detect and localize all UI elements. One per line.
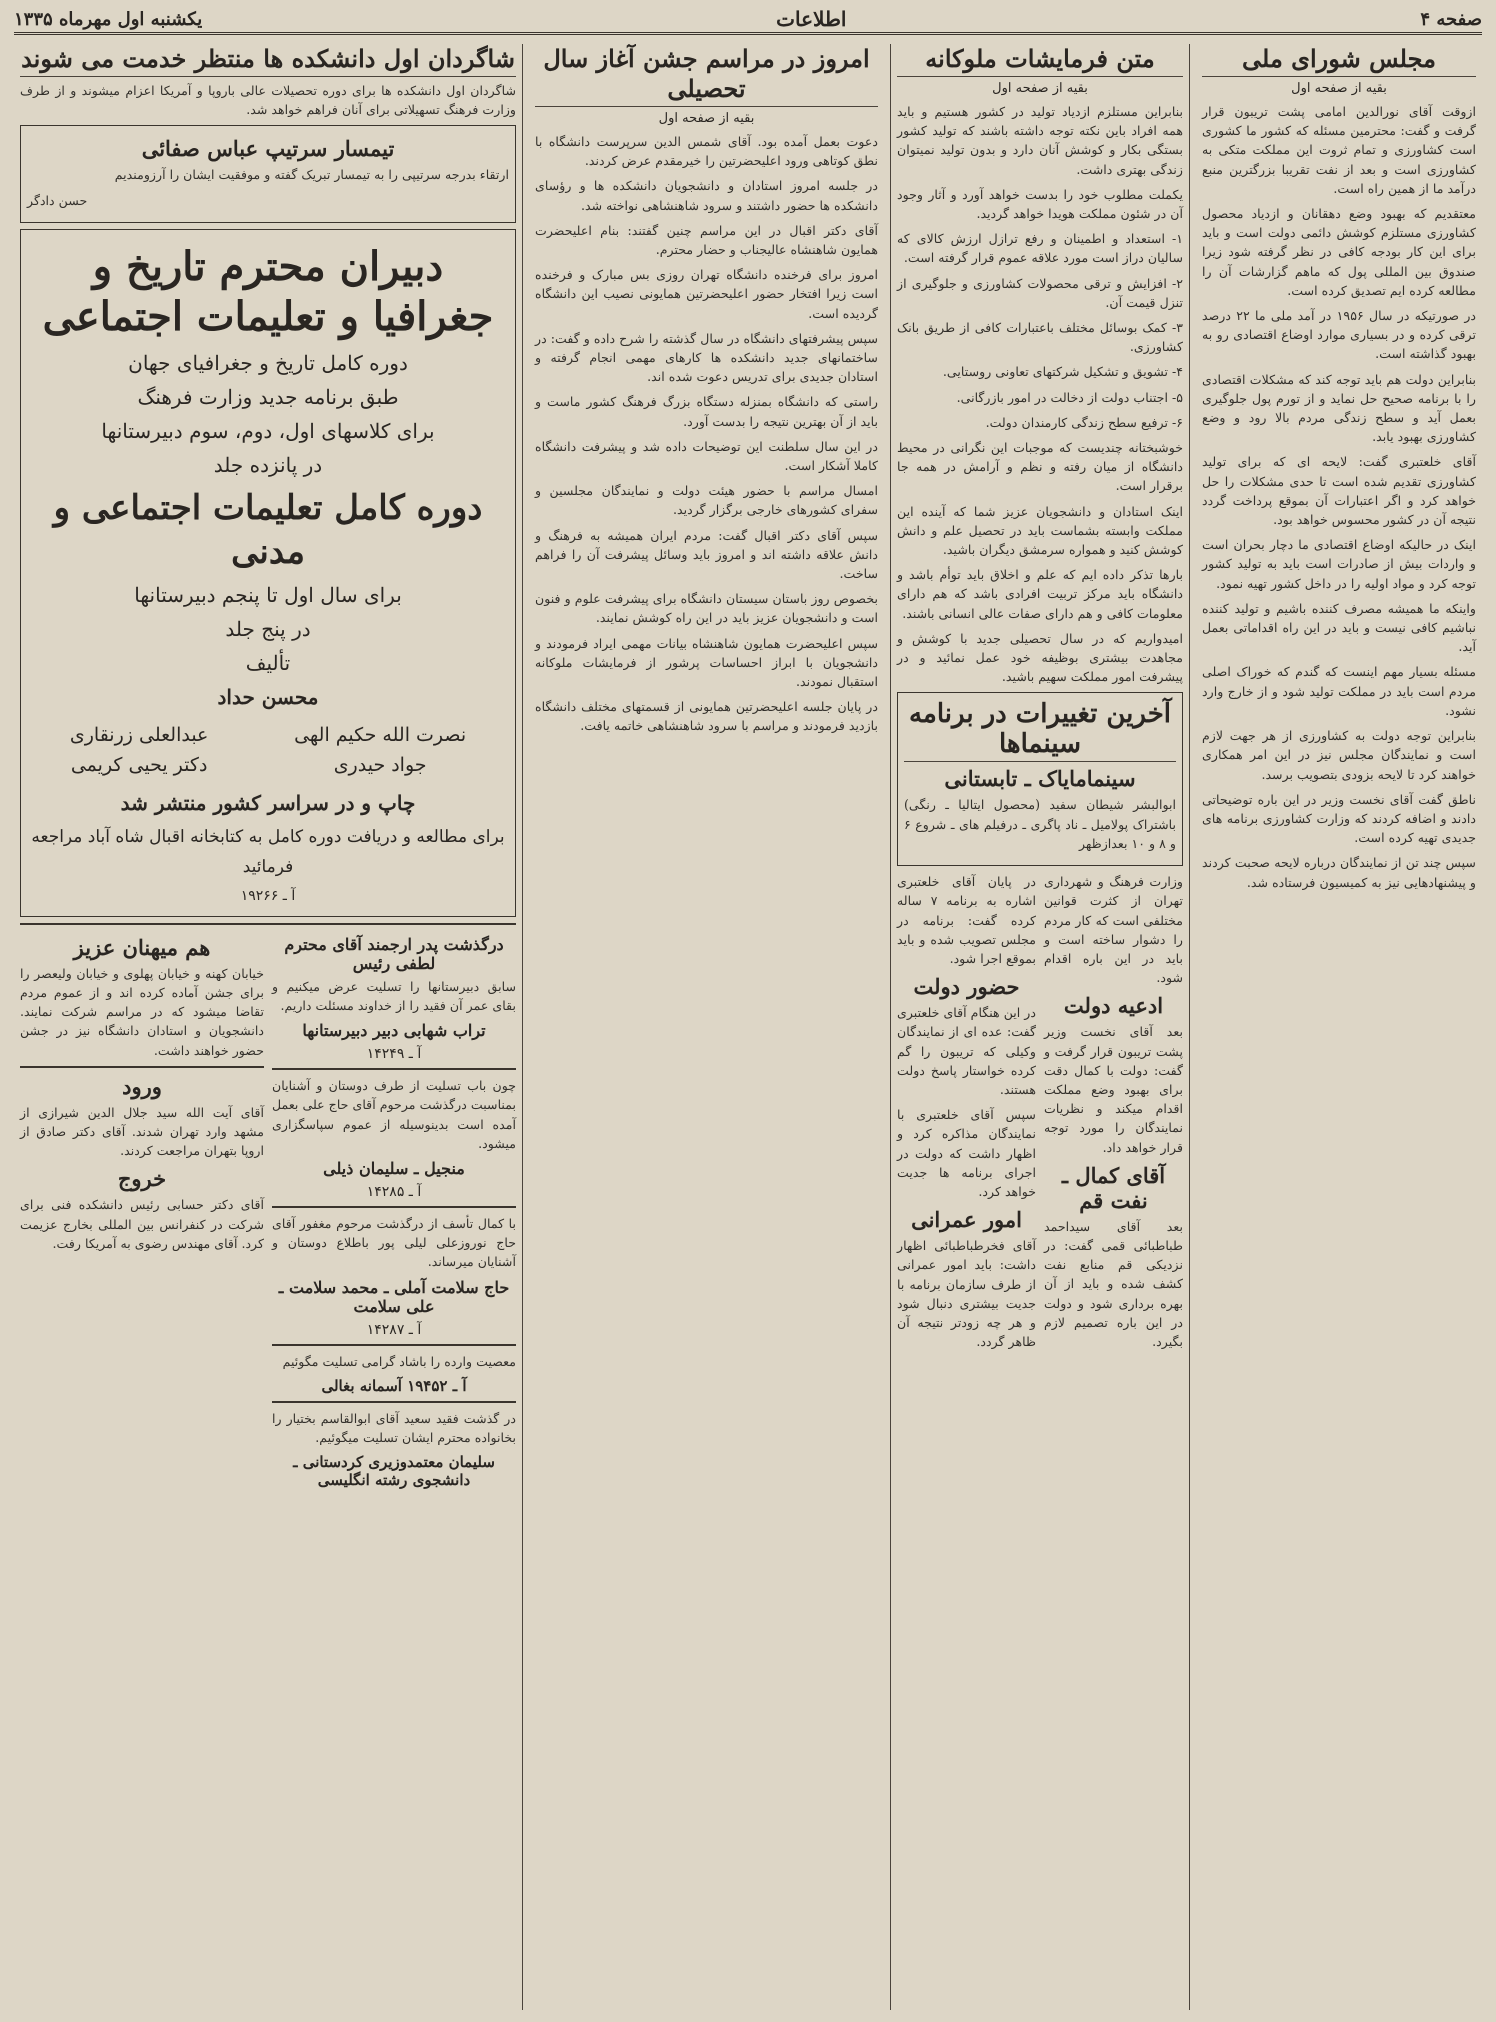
- continuation-paragraph: بعد آقای نخست وزیر پشت تریبون قرار گرفت و گفت: دولت با کمال دقت برای بهبود وضع مملکت اقدام میکند و نظریات نمایندگان را مورد توجه قرار خواهد داد.: [1044, 1024, 1183, 1155]
- book-ad-line: برای سال اول تا پنجم دبیرستانها: [134, 582, 402, 607]
- majles-paragraph: سپس چند تن از نمایندگان درباره لایحه صحبت کردند و پیشنهادهایی نیز به کمیسیون فرستاده شد.: [1202, 855, 1476, 890]
- majles-paragraph: واینکه ما همیشه مصرف کننده باشیم و تولید کننده نباشیم کافی نیست و باید در این راه اقداماتی بعمل آید.: [1202, 600, 1476, 655]
- cinema-name: سینمامایاک ـ تابستانی: [944, 766, 1136, 792]
- guests-title: هم میهنان عزیز: [73, 934, 211, 960]
- divider: [272, 1068, 516, 1070]
- condolence-signature: حاج سلامت آملی ـ محمد سلامت ـ علی سلامت: [278, 1277, 510, 1316]
- condolence-text: با کمال تأسف از درگذشت مرحوم مغفور آقای حاج نوروزعلی لیلی پور باطلاع دوستان و آشنایان میرساند.: [272, 1216, 516, 1270]
- book-advertisement: [20, 229, 516, 917]
- majles-paragraph: در صورتیکه در سال ۱۹۵۶ در آمد ملی ما ۲۲ درصد ترقی کرده و در بسیاری موارد اوضاع اقتصادی رو به بهبود گذاشته است.: [1202, 308, 1477, 362]
- page-number: صفحه ۴: [1420, 8, 1482, 30]
- ad-code: آ ـ ۱۴۲۴۹: [366, 1046, 422, 1063]
- university-paragraph: آقای دکتر اقبال در این مراسم چنین گفتند: بنام اعلیحضرت همایون شاهنشاه عالیجناب و حضار محترم.: [535, 222, 878, 258]
- notices-area: [20, 931, 516, 1493]
- majles-paragraph: معتقدیم که بهبود وضع دهقانان و ازدیاد محصول کشاورزی مستلزم کوشش دائمی دولت است و باید برای این کار بودجه کافی در نظر گرفته شود زیرا صندوق بین المللی پول که ماهم گزارشات آن را مطالعه کرده ایم تصدیق کرده است.: [1202, 206, 1476, 298]
- university-subtitle: بقیه از صفحه اول: [658, 111, 755, 126]
- university-paragraph: در این سال سلطنت این توضیحات داده شد و پیشرفت دانشگاه کاملا آشکار است.: [535, 438, 878, 474]
- continuation-paragraph: سپس آقای خلعتبری با نمایندگان مذاکره کرد و اظهار داشت که دولت در اجرای برنامه ها جدیت خواهد کرد.: [897, 1107, 1036, 1199]
- majles-paragraph: آقای خلعتبری گفت: لایحه ای که برای تولید کشاورزی تقدیم شده است تا حدی مشکلات را حل خواهد کرد و اگر اعتبارات آن بموقع پرداخت گردد نتیجه آن در کشور محسوس خواهد بود.: [1202, 454, 1476, 528]
- royal-speech-paragraph: بارها تذکر داده ایم که علم و اخلاق باید توأم باشد و دانشگاه باید مرکز تربیت افرادی باشد که هم دارای معلومات کافی و هم دارای صفات عالی انسانی باشند.: [897, 567, 1183, 621]
- royal-speech-subtitle: بقیه از صفحه اول: [992, 81, 1088, 96]
- university-paragraph: بخصوص روز باستان سیستان دانشگاه برای پیشرفت علوم و فنون است و دانشجویان عزیز باید در این راه کوشش نمایند.: [535, 591, 878, 626]
- royal-speech-paragraph: ۶- ترفیع سطح زندگی کارمندان دولت.: [985, 414, 1183, 430]
- university-paragraph: در جلسه امروز استادان و دانشجویان دانشکده ها و رؤسای دانشکده ها حضور داشتند و سرود شاهنشاهی نواخته شد.: [535, 178, 878, 213]
- royal-speech-paragraph: یکملت مطلوب خود را بدست خواهد آورد و آثار وجود آن در شئون مملکت هویدا خواهد گردید.: [897, 186, 1183, 222]
- majles-paragraph: ناطق گفت آقای نخست وزیر در این باره توضیحاتی دادند و اضافه کردند که وزارت کشاورزی برنامه های جدیدی تهیه کرده است.: [1202, 791, 1476, 846]
- condolence-signature: تراب شهابی دبیر دبیرستانها: [302, 1021, 486, 1041]
- condolence-text: سابق دبیرستانها را تسلیت عرض میکنیم و بقای عمر آن فقید را از خداوند مسئلت داریم.: [272, 978, 516, 1014]
- royal-speech-paragraph: ۴- تشویق و تشکیل شرکتهای تعاونی روستایی.: [942, 364, 1183, 380]
- divider: [20, 923, 516, 925]
- university-paragraph: سپس اعلیحضرت همایون شاهنشاه بیانات مهمی ایراد فرمودند و دانشجویان با ابراز احساسات پرشور از فرمایشات ملوکانه استقبال نمودند.: [535, 635, 878, 690]
- royal-speech-paragraph: بنابراین مستلزم ازدیاد تولید در کشور هستیم و باید همه افراد باین نکته توجه داشته باشند که تولید کشور بستگی بکار و کوشش آنان دارد و بدون تولید نمیتوان زندگی بهتری داشت.: [897, 104, 1183, 177]
- university-paragraph: در پایان جلسه اعلیحضرتین همایونی از قسمتهای مختلف دانشگاه بازدید فرمودند و مراسم با سرود شاهنشاهی خاتمه یافت.: [535, 699, 878, 734]
- ad-code: آ ـ ۱۹۲۶۶: [240, 887, 296, 904]
- promotion-notice: [20, 125, 516, 222]
- book-ad-footer: برای مطالعه و دریافت دوره کامل به کتابخانه اقبال شاه آباد مراجعه فرمائید: [31, 826, 505, 877]
- notice-signature: آ ـ ۱۹۴۵۲ آسمانه بغالی: [321, 1376, 467, 1395]
- notice-text: معصیت وارده را باشاد گرامی تسلیت مگوئیم: [282, 1353, 516, 1369]
- condolence-text: چون باب تسلیت از طرف دوستان و آشنایان بمناسبت درگذشت مرحوم آقای حاج علی بعمل آمده است بدینوسیله از عموم سپاسگزاری میشود.: [272, 1078, 516, 1151]
- section-heading: آقای کمال ـ نفت قم: [1061, 1162, 1166, 1213]
- royal-speech-paragraph: ۱- استعداد و اطمینان و رفع ترازل ارزش کالای که سالیان دراز است مورد علاقه عموم قرار گرفته است.: [897, 231, 1183, 266]
- royal-speech-paragraph: امیدواریم که در سال تحصیلی جدید با کوشش و مجاهدت بیشتری بوظیفه خود عمل نمائید و در پیشرفت امور مملکت سهیم باشید.: [897, 630, 1183, 685]
- book-ad-authors-label: تألیف: [245, 650, 291, 675]
- continuation-paragraph: آقای فخرطباطبائی اظهار داشت: باید امور عمرانی از طرف سازمان برنامه با جدیت بیشتری دنبال شود و هر چه زودتر نتیجه آن ظاهر گردد.: [897, 1238, 1036, 1350]
- top-news-headline: شاگردان اول دانشکده ها منتظر خدمت می شوند: [20, 44, 516, 77]
- notice-signature: حسن دادگر: [27, 192, 88, 208]
- column-royal-speech: [890, 44, 1190, 2010]
- cinema-box: [897, 692, 1183, 866]
- divider: [272, 1344, 516, 1346]
- newspaper-name: اطلاعات: [776, 7, 847, 31]
- condolence-signature: سلیمان معتمدوزیری کردستانی ـ دانشجوی رشته انگلیسی: [293, 1453, 495, 1490]
- condolence-title: درگذشت پدر ارجمند آقای محترم لطفی رئیس: [284, 934, 504, 973]
- issue-date: یکشنبه اول مهرماه ۱۳۳۵: [14, 8, 203, 30]
- top-news-text: شاگردان اول دانشکده ها برای دوره تحصیلات عالی باروپا و آمریکا اعزام میشوند و از طرف وزارت فرهنگ تسهیلاتی برای آنان فراهم خواهد شد.: [20, 83, 516, 118]
- university-paragraph: سپس پیشرفتهای دانشگاه در سال گذشته را شرح داده و گفت: در ساختمانهای جدید دانشکده ها کارهای مهمی انجام گرفته و استادان جدیدی برای تدریس دعوت شده اند.: [535, 330, 878, 385]
- university-headline: امروز در مراسم جشن آغاز سال تحصیلی: [535, 44, 878, 107]
- arrivals-title: ورود: [122, 1073, 162, 1099]
- book-ad-line: برای کلاسهای اول، دوم، سوم دبیرستانها: [101, 418, 435, 443]
- column-university: [529, 44, 884, 2010]
- continuation-paragraph: وزارت فرهنگ و شهرداری تهران از کثرت قوانین مختلفی است که کار مردم را دشوار ساخته است و باید در این باره اقدام شود.: [1044, 874, 1183, 986]
- cinema-headline: آخرین تغییرات در برنامه سینماها: [904, 699, 1176, 762]
- author-name: دکتر یحیی کریمی: [70, 753, 208, 776]
- section-heading: امور عمرانی: [911, 1207, 1022, 1233]
- author-name: نصرت الله حکیم الهی: [294, 723, 467, 746]
- majles-paragraph: اینک در حالیکه اوضاع اقتصادی ما دچار بحران است و واردات بیش از صادرات است باید به تولید کشور توجه کرد و مواد اولیه را در داخل کشور تهیه نمود.: [1202, 537, 1476, 591]
- guests-text: خیابان کهنه و خیابان پهلوی و خیابان ولیعصر را برای جشن آماده کرده اند و از عموم مردم تقاضا میشود که در مراسم شرکت نمایند. دانشجویان و استادان دانشگاه نیز در جشن حضور خواهند داشت.: [20, 965, 264, 1058]
- royal-speech-paragraph: ۵- اجتناب دولت از دخالت در امور بازرگانی.: [956, 389, 1183, 405]
- royal-speech-paragraph: ۲- افزایش و ترقی محصولات کشاورزی و جلوگیری از تنزل قیمت آن.: [897, 275, 1183, 310]
- ad-code: آ ـ ۱۴۲۸۷: [366, 1321, 422, 1338]
- masthead: [14, 6, 1482, 35]
- royal-speech-paragraph: خوشبختانه چندیست که موجبات این نگرانی در محیط دانشگاه از میان رفته و نظم و آرامش در همه جا برقرار است.: [897, 440, 1183, 494]
- book-ad-title-2: دوره کامل تعلیمات اجتماعی و مدنی: [53, 487, 483, 572]
- royal-speech-paragraph: ۳- کمک بوسائل مختلف باعتبارات کافی از طریق بانک کشاورزی.: [897, 320, 1183, 355]
- condolence-text: در گذشت فقید سعید آقای ابوالقاسم بختیار را بخانواده محترم ایشان تسلیت میگوئیم.: [272, 1410, 516, 1446]
- condolence-signature: منجیل ـ سلیمان ذیلی: [323, 1159, 465, 1179]
- majles-subtitle: بقیه از صفحه اول: [1291, 81, 1387, 96]
- continuation-columns: [897, 872, 1183, 1357]
- departures-text: آقای دکتر حسابی رئیس دانشکده فنی برای شرکت در کنفرانس بین المللی بخارج عزیمت کرد. آقای مهندس رضوی به آمریکا رفت.: [20, 1197, 264, 1251]
- university-paragraph: امسال مراسم با حضور هیئت دولت و نمایندگان مجلسین و سفرای کشورهای خارجی برگزار گردید.: [535, 483, 878, 518]
- cinema-program: ابوالبشر شیطان سفید (محصول ایتالیا ـ رنگی) باشتراک پولامیل ـ ناد پاگری ـ درفیلم های ـ شروع ۶ و ۸ و ۱۰ بعدازظهر: [904, 797, 1176, 851]
- majles-paragraph: ازوقت آقای نورالدین امامی پشت تریبون قرار گرفت و گفت: محترمین مسئله که کشور ما کشوری است کشاورزی و تمام ثروت این مملکت متکی به کشاورزی است و بعد از نفت تقریبا بزرگترین منبع درآمد ما از همین راه است.: [1202, 104, 1476, 196]
- author-name: عبدالعلی زرنقاری: [69, 723, 209, 746]
- ad-code: آ ـ ۱۴۲۸۵: [366, 1184, 422, 1201]
- departures-title: خروج: [117, 1166, 167, 1192]
- book-ad-title: دبیران محترم تاریخ و جغرافیا و تعلیمات اجتماعی: [42, 242, 494, 340]
- book-ad-line: در پنج جلد: [225, 616, 311, 641]
- book-ad-line: دوره کامل تاریخ و جغرافیای جهان: [128, 350, 408, 375]
- university-paragraph: راستی که دانشگاه بمنزله دستگاه بزرگ فرهنگ کشور ماست و باید از آن بهترین نتیجه را بدست آورد.: [535, 394, 878, 429]
- royal-speech-paragraph: اینک استادان و دانشجویان عزیز شما که آینده این مملکت وابسته بشماست باید در تحصیل علم و دانش کوشش کنید و همواره سرمشق دیگران باشید.: [897, 503, 1183, 558]
- arrivals-text: آقای آیت الله سید جلال الدین شیرازی از مشهد وارد تهران شدند. آقای دکتر صادق از اروپا بتهران مراجعت کردند.: [20, 1104, 264, 1159]
- majles-paragraph: مسئله بسیار مهم اینست که گندم که خوراک اصلی مردم است باید در مملکت تولید شود و از خارج وارد نشود.: [1202, 664, 1476, 718]
- book-ad-author-main: محسن حداد: [217, 684, 319, 709]
- continuation-paragraph: در این هنگام آقای خلعتبری گفت: عده ای از نمایندگان وکیلی که تریبون را گم کرده خواستار پاسخ دولت هستند.: [897, 1005, 1036, 1097]
- royal-speech-headline: متن فرمایشات ملوکانه: [897, 44, 1183, 77]
- majles-headline: مجلس شورای ملی: [1202, 44, 1476, 77]
- continuation-paragraph: بعد آقای سیداحمد طباطبائی قمی گفت: در نزدیکی قم منابع نفت کشف شده و باید از آن بهره برداری شود و دولت در این باره تصمیم لازم بگیرد.: [1044, 1218, 1183, 1349]
- university-paragraph: دعوت بعمل آمده بود. آقای شمس الدین سرپرست دانشگاه با نطق کوتاهی ورود اعلیحضرتین را خیرمقدم عرض کردند.: [535, 134, 878, 169]
- university-paragraph: امروز برای فرخنده دانشگاه تهران روزی بس مبارک و فرخنده است زیرا افتخار حضور اعلیحضرتین همایونی نصیب این دانشگاه گردیده است.: [535, 267, 878, 321]
- column-ads: [14, 44, 523, 2010]
- section-heading: ادعیه دولت: [1063, 993, 1164, 1019]
- majles-paragraph: بنابراین دولت هم باید توجه کند که مشکلات اقتصادی را با برنامه صحیح حل نماید و از تورم پول جلوگیری بعمل آید و سطح زندگی مردم بالا رود و وضع کشاورزی بهبود یابد.: [1202, 371, 1476, 445]
- book-ad-publish: چاپ و در سراسر کشور منتشر شد: [120, 790, 416, 815]
- divider: [272, 1401, 516, 1403]
- divider: [20, 1066, 264, 1068]
- divider: [272, 1206, 516, 1208]
- column-majles: [1196, 44, 1482, 2010]
- continuation-paragraph: در پایان آقای خلعتبری اشاره به برنامه ۷ ساله کرده گفت: برنامه در مجلس تصویب شده و باید بموقع اجرا شود.: [897, 874, 1036, 966]
- book-ad-volumes: در پانزده جلد: [213, 452, 323, 477]
- book-ad-line: طبق برنامه جدید وزارت فرهنگ: [137, 384, 399, 409]
- notice-text: ارتقاء بدرجه سرتیپی را به تیمسار تبریک گفته و موفقیت ایشان را آرزومندیم: [114, 167, 509, 183]
- notice-name: تیمسار سرتیپ عباس صفائی: [141, 136, 395, 162]
- book-ad-authors: [27, 720, 509, 780]
- author-name: جواد حیدری: [333, 753, 427, 776]
- university-paragraph: سپس آقای دکتر اقبال گفت: مردم ایران همیشه به فرهنگ و دانش علاقه داشته اند و امروز باید وسائل پیشرفت آن را فراهم ساخت.: [535, 527, 878, 582]
- section-heading: حضور دولت: [913, 974, 1020, 1000]
- majles-paragraph: بنابراین توجه دولت به کشاورزی از هر جهت لازم است و نمایندگان مجلس نیز در این امر همکاری خواهند کرد تا لایحه بزودی بتصویب برسد.: [1202, 728, 1476, 782]
